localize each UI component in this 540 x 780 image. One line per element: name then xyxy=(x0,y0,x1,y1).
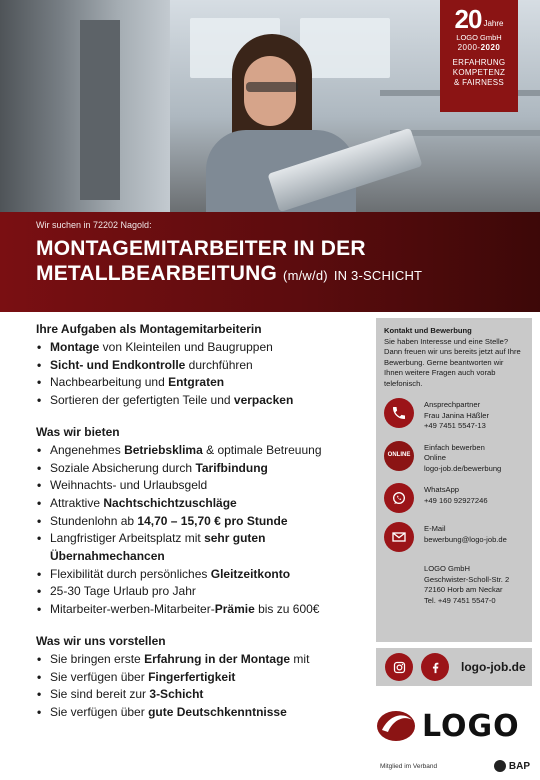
section-requirements xyxy=(36,634,366,722)
hero-photo xyxy=(0,0,540,212)
badge-slogan: ERFAHRUNG KOMPETENZ & FAIRNESS xyxy=(452,58,506,87)
list-item: • Langfristiger Arbeitsplatz mit sehr guten Übernahmechancen xyxy=(36,530,366,565)
social-bar xyxy=(376,648,532,686)
company-address: LOGO GmbH Geschwister-Scholl-Str. 2 72160 Horb am Neckar Tel. +49 7451 5547-0 xyxy=(424,564,510,605)
footer xyxy=(380,760,530,772)
title-banner xyxy=(0,212,540,312)
phone-icon[interactable] xyxy=(384,398,414,428)
background-window xyxy=(300,18,390,78)
website-link[interactable]: logo-job.de xyxy=(461,660,526,674)
requirement-list xyxy=(36,651,366,722)
task-list xyxy=(36,339,366,410)
mail-icon[interactable] xyxy=(384,522,414,552)
section-heading: Was wir uns vorstellen xyxy=(36,633,166,648)
contact-online[interactable] xyxy=(384,441,524,475)
list-item: • Sortieren der gefertigten Teile und verpacken xyxy=(36,392,366,410)
membership-note: Mitglied im Verband xyxy=(380,762,438,770)
job-title: MONTAGEMITARBEITER IN DER METALLBEARBEITUNG (m/w/d) IN 3-SCHICHT xyxy=(36,237,423,285)
anniversary-badge xyxy=(440,0,518,112)
contact-intro: Kontakt und Bewerbung Sie haben Interesse und eine Stelle? Dann freuen wir uns bereits jetzt auf Ihre Bewerbung. Gerne beantworten wir Ihnen weitere Fragen auch vorab telefonisch. xyxy=(384,326,521,388)
bap-icon xyxy=(494,760,506,772)
list-item: • Weihnachts- und Urlaubsgeld xyxy=(36,477,366,495)
company-logo xyxy=(376,704,532,748)
badge-number: 20 xyxy=(454,4,482,34)
contact-phone[interactable] xyxy=(384,398,524,432)
list-item: • Sie verfügen über Fingerfertigkeit xyxy=(36,669,366,687)
list-item: • 25-30 Tage Urlaub pro Jahr xyxy=(36,583,366,601)
contact-online-text: Einfach bewerben Online logo-job.de/bewerbung xyxy=(424,442,502,473)
association-logo: BAP xyxy=(494,760,530,772)
list-item: • Attraktive Nachtschichtzuschläge xyxy=(36,495,366,513)
shift-note: IN 3-SCHICHT xyxy=(333,268,423,283)
list-item: • Stundenlohn ab 14,70 – 15,70 € pro Stunde xyxy=(36,513,366,531)
badge-company: LOGO GmbH xyxy=(456,33,502,42)
machine-column xyxy=(80,20,120,200)
instagram-icon[interactable] xyxy=(385,653,413,681)
list-item: • Sie verfügen über gute Deutschkenntnisse xyxy=(36,704,366,722)
contact-email-text: E-Mail bewerbung@logo-job.de xyxy=(424,524,507,544)
list-item: • Nachbearbeitung und Entgraten xyxy=(36,374,366,392)
list-item: • Sie sind bereit zur 3-Schicht xyxy=(36,686,366,704)
whatsapp-icon[interactable] xyxy=(384,483,414,513)
list-item: • Angenehmes Betriebsklima & optimale Betreuung xyxy=(36,442,366,460)
list-item: • Sie bringen erste Erfahrung in der Montage mit xyxy=(36,651,366,669)
list-item: • Montage von Kleinteilen und Baugruppen xyxy=(36,339,366,357)
logo-wordmark: LOGO xyxy=(422,708,520,744)
contact-whatsapp-text: WhatsApp +49 160 92927246 xyxy=(424,485,488,505)
section-heading: Was wir bieten xyxy=(36,424,120,439)
list-item: • Soziale Absicherung durch Tarifbindung xyxy=(36,460,366,478)
badge-years: 2000-2020 xyxy=(457,43,501,52)
contact-email[interactable] xyxy=(384,522,524,552)
badge-jahre: Jahre xyxy=(483,19,504,28)
contact-phone-text: Ansprechpartner Frau Janina Häßler +49 7451 5547-13 xyxy=(424,400,489,430)
online-icon[interactable]: ONLINE xyxy=(384,441,414,471)
list-item: • Sicht- und Endkontrolle durchführen xyxy=(36,357,366,375)
logo-mark-icon xyxy=(376,706,416,746)
contact-sidebar xyxy=(376,318,532,642)
list-item: • Mitarbeiter-werben-Mitarbeiter-Prämie bis zu 600€ xyxy=(36,601,366,619)
job-details xyxy=(36,322,366,737)
safety-glasses xyxy=(246,82,298,92)
location-kicker: Wir suchen in 72202 Nagold: xyxy=(36,220,152,230)
section-offers xyxy=(36,425,366,619)
section-heading: Ihre Aufgaben als Montagemitarbeiterin xyxy=(36,322,262,336)
contact-whatsapp[interactable] xyxy=(384,483,524,513)
facebook-icon[interactable] xyxy=(421,653,449,681)
list-item: • Flexibilität durch persönliches Gleitzeitkonto xyxy=(36,566,366,584)
gender-note: (m/w/d) xyxy=(283,268,328,283)
offer-list xyxy=(36,442,366,619)
section-tasks xyxy=(36,322,366,410)
